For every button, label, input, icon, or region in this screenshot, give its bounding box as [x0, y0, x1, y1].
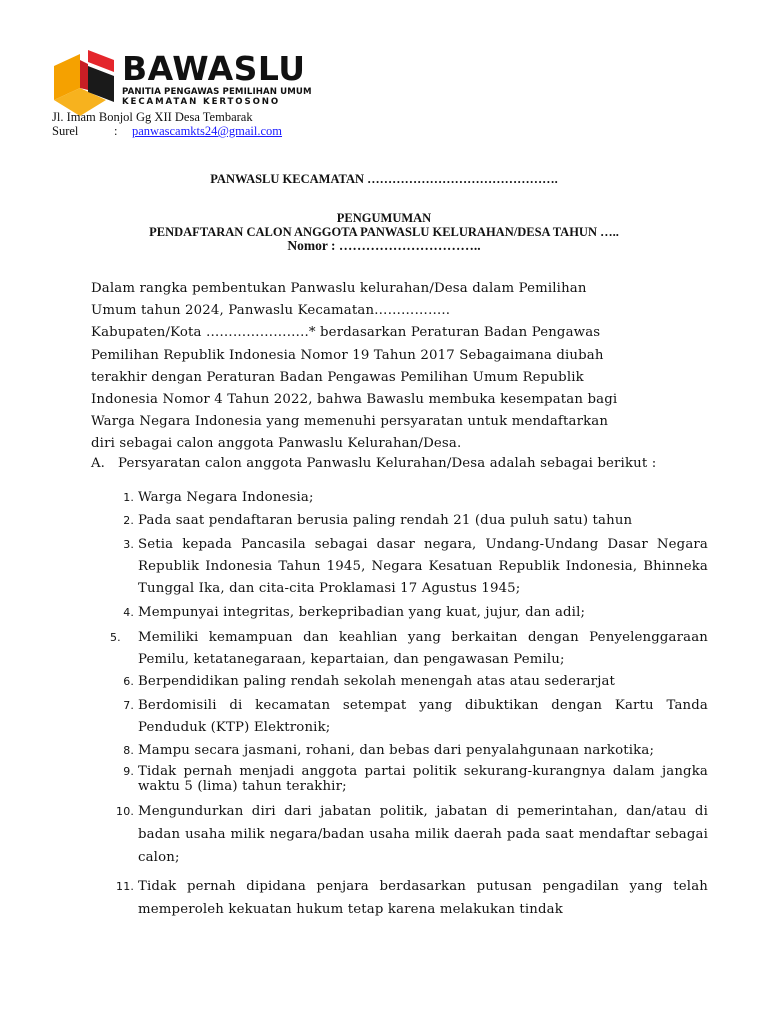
email-label: Surel [52, 124, 79, 138]
section-a-text: Persyaratan calon anggota Panwaslu Kelurahan/Desa adalah sebagai berikut : [118, 456, 657, 471]
letterhead-brand [122, 49, 312, 107]
list-item-number: 7. [123, 699, 134, 712]
list-item-text: Warga Negara Indonesia; [138, 490, 314, 505]
brand-name: BAWASLU [122, 49, 306, 88]
list-item-text: Setia kepada Pancasila sebagai dasar negara, Undang-Undang Dasar Negara Republik Indonesia Tahun 1945, Negara Kesatuan Republik Indonesia, Bhinneka Tunggal Ika, dan cita-cita Proklamasi 17 Agustus 1945; [138, 537, 708, 596]
brand-district: KECAMATAN KERTOSONO [122, 97, 281, 107]
intro-paragraph [91, 278, 708, 456]
list-item-number: 8. [123, 744, 134, 757]
list-item [110, 490, 708, 506]
list-item-number: 11. [116, 880, 134, 893]
requirements-list [110, 490, 708, 921]
list-item-number: 3. [123, 538, 134, 551]
intro-line: Indonesia Nomor 4 Tahun 2022, bahwa Bawaslu membuka kesempatan bagi [91, 392, 618, 408]
brand-subtitle: PANITIA PENGAWAS PEMILIHAN UMUM [122, 87, 312, 97]
list-item-number: 1. [123, 491, 134, 504]
list-item [110, 604, 708, 622]
list-item [110, 800, 708, 869]
section-a [91, 456, 708, 472]
logo-red-face [80, 60, 88, 90]
list-item [110, 695, 708, 739]
list-item-text: Mengundurkan diri dari jabatan politik, jabatan di pemerintahan, dan/atau di badan usaha milik negara/badan usaha milik daerah pada saat mendaftar sebagai calon; [138, 804, 708, 865]
list-item-text: Memiliki kemampuan dan keahlian yang berkaitan dengan Penyelenggaraan Pemilu, ketatanegaraan, kepartaian, dan pengawasan Pemilu; [138, 630, 708, 667]
list-item-text: Tidak pernah menjadi anggota partai politik sekurang-kurangnya dalam jangka waktu 5 (lima) tahun terakhir; [138, 764, 708, 794]
address-line: Jl. Imam Bonjol Gg XII Desa Tembarak [52, 110, 253, 124]
email-row [52, 124, 282, 138]
heading-pengumuman: PENGUMUMAN [336, 211, 432, 225]
intro-line: Warga Negara Indonesia yang memenuhi persyaratan untuk mendaftarkan [91, 414, 609, 430]
list-item-number: 2. [123, 514, 134, 527]
list-item-number: 9. [123, 765, 134, 778]
intro-line: Kabupaten/Kota …………………..* berdasarkan Peraturan Badan Pengawas [91, 325, 601, 341]
list-item [110, 514, 708, 528]
list-item-number: 4. [123, 606, 134, 619]
intro-line: Pemilihan Republik Indonesia Nomor 19 Tahun 2017 Sebagaimana diubah [91, 347, 604, 363]
intro-line: terakhir dengan Peraturan Badan Pengawas Pemilihan Umum Republik [91, 369, 584, 385]
heading-kecamatan: PANWASLU KECAMATAN ………………………………………. [210, 172, 558, 186]
list-item [110, 875, 708, 921]
list-item-text: Pada saat pendaftaran berusia paling rendah 21 (dua puluh satu) tahun [138, 513, 633, 528]
email-link[interactable]: panwascamkts24@gmail.com [132, 124, 283, 138]
list-item-text: Berdomisili di kecamatan setempat yang dibuktikan dengan Kartu Tanda Penduduk (KTP) Elektronik; [138, 698, 708, 735]
heading-nomor: Nomor : ………………………….. [287, 238, 481, 253]
list-item-text: Mempunyai integritas, berkepribadian yang kuat, jujur, dan adil; [138, 605, 586, 620]
heading-pendaftaran: PENDAFTARAN CALON ANGGOTA PANWASLU KELURAHAN/DESA TAHUN ….. [149, 225, 619, 239]
list-item-text: Tidak pernah dipidana penjara berdasarkan putusan pengadilan yang telah memperoleh kekuatan hukum tetap karena melakukan tindak [138, 879, 708, 917]
list-item-text: Mampu secara jasmani, rohani, dan bebas dari penyalahgunaan narkotika; [138, 743, 655, 758]
list-item [110, 743, 708, 758]
list-item [110, 534, 708, 600]
list-item-number: 10. [116, 805, 134, 818]
intro-line: Dalam rangka pembentukan Panwaslu kelurahan/Desa dalam Pemilihan [91, 281, 587, 296]
list-item [110, 764, 708, 794]
list-item-text: Berpendidikan paling rendah sekolah menengah atas atau sederarjat [138, 674, 616, 689]
section-a-letter: A. [91, 456, 105, 471]
list-item [110, 627, 708, 671]
intro-line: diri sebagai calon anggota Panwaslu Kelurahan/Desa. [91, 436, 462, 452]
list-item [110, 673, 708, 691]
list-item-number: 5. [110, 631, 121, 644]
list-item-number: 6. [123, 675, 134, 688]
email-colon: : [114, 124, 118, 138]
intro-line: Umum tahun 2024, Panwaslu Kecamatan…………….. [91, 303, 451, 319]
letterhead-address-block [52, 110, 282, 138]
